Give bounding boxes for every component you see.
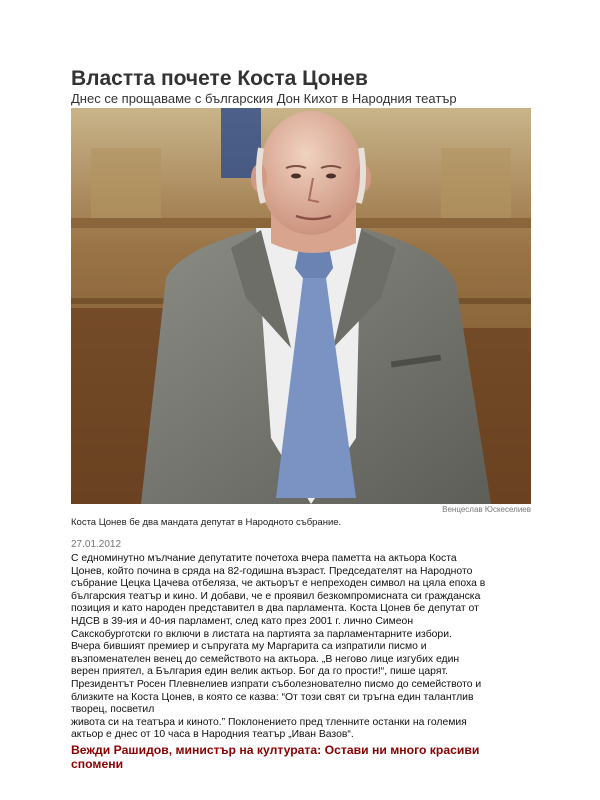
body-line: живота си на театъра и киното.” Поклонението пред тленните останки на големия — [71, 716, 467, 728]
portrait-illustration — [71, 108, 531, 504]
body-line: С едноминутно мълчание депутатите почетоха вчера паметта на актьора Коста — [71, 553, 457, 564]
body-line: творец, посветил — [71, 704, 155, 716]
article-headline: Властта почете Коста Цонев — [71, 67, 368, 90]
body-line: Президентът Росен Плевнелиев изпрати съболезнователно писмо до семейството и — [71, 678, 482, 690]
article-body — [71, 553, 531, 742]
body-line: НДСВ в 39-ия и 40-ия парламент, след като през 2001 г. лично Симеон — [71, 615, 414, 627]
body-line: българския театър и кино. И добави, че е проявил безкомпромисната си гражданска — [71, 590, 481, 602]
body-line: верен приятел, а България един велик актьор. Бог да го прости!“, пише царят. — [71, 666, 448, 678]
body-line: Цонев, който почина в сряда на 82-годишна възраст. Председателят на Народното — [71, 565, 473, 577]
body-line: Сакскобурготски го включи в листата на партията за парламентарните избори. — [71, 628, 452, 640]
body-line: Вчера бившият премиер и съпругата му Маргарита са изпратили писмо и — [71, 641, 427, 653]
photo-caption: Коста Цонев бе два мандата депутат в Народното събрание. — [71, 517, 342, 528]
body-line: близките на Коста Цонев, в която се казва: “От този свят си тръгна един талантлив — [71, 691, 474, 703]
article — [71, 66, 531, 771]
body-line: позиция и като народен представител в два парламента. Коста Цонев бе депутат от — [71, 603, 479, 615]
article-photo — [71, 108, 531, 504]
body-line: актьор е днес от 10 часа в Народния театър „Иван Вазов“. — [71, 729, 354, 741]
article-date: 27.01.2012 — [71, 539, 122, 550]
body-line: събрание Цецка Цачева отбеляза, че актьорът е непреходен символ на цяла епоха в — [71, 578, 486, 590]
article-subtitle: Днес се прощаваме с българския Дон Кихот в Народния театър — [71, 91, 457, 106]
photo-credit: Венцеслав Юскеселиев — [442, 505, 531, 514]
body-line: възпоменателен венец до семейството на актьора. „В негово лице изгубих един — [71, 653, 460, 665]
quote-heading-link[interactable]: Вежди Рашидов, министър на културата: Остави ни много красиви спомени — [71, 742, 480, 771]
